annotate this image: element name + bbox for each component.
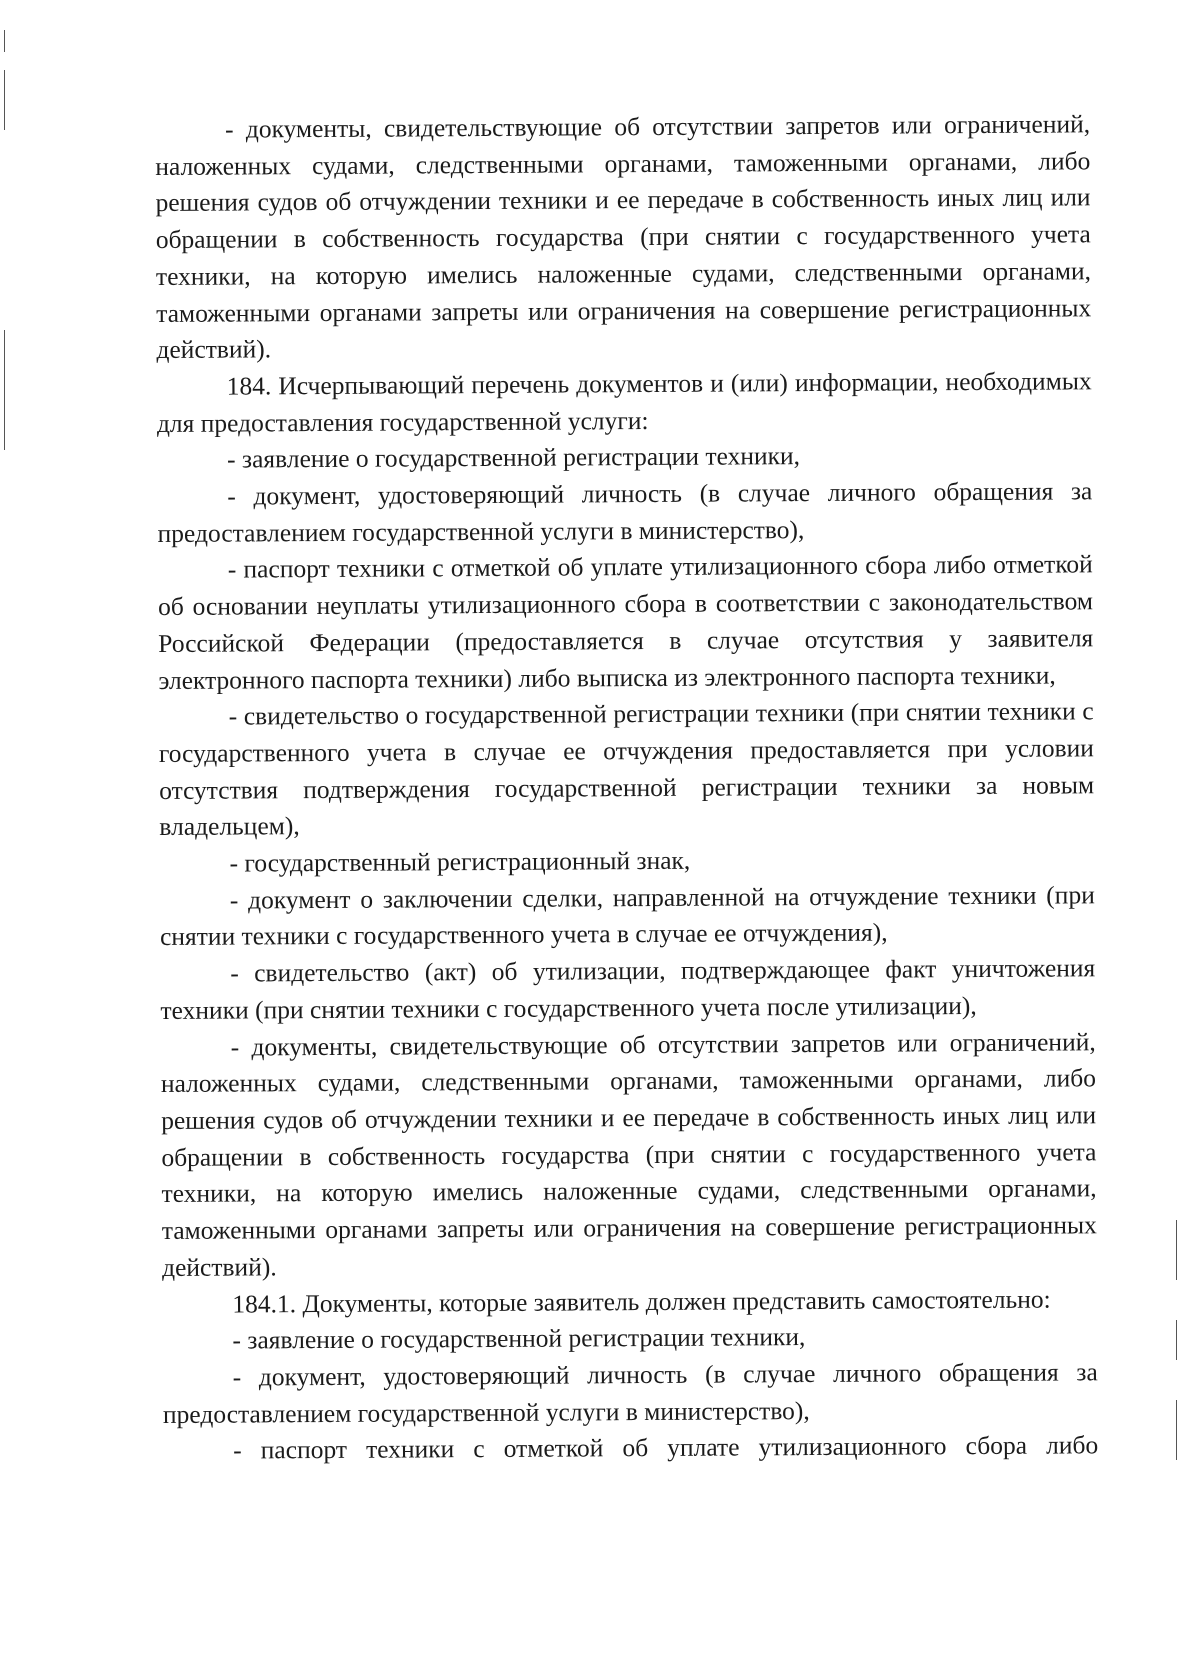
scan-edge-mark [1176, 1400, 1177, 1460]
scan-edge-mark [4, 330, 5, 450]
document-body [155, 106, 1098, 1470]
paragraph-184-heading: 184. Исчерпывающий перечень документов и (или) информации, необходимых для предоставления государственной услуги: [156, 366, 1092, 438]
list-item-transaction-document: - документ о заключении сделки, направленной на отчуждение техники (при снятии техники с государственного учета в случае ее отчуждения), [159, 880, 1095, 952]
list-item-vehicle-passport-2: - паспорт техники с отметкой об уплате утилизационного сбора либо [233, 1430, 1099, 1465]
paragraph-prohibitions-documents: - документы, свидетельствующие об отсутствии запретов или ограничений, наложенных судами, следственными органами, таможенными органами, либо решения судов об отчуждении техники и ее передаче в собственность иных лиц или обращении в собственность государства (при снятии с государственного учета техники, на которую имелись наложенные судами, следственными органами, таможенными органами запреты или ограничения на совершение регистрационных действий). [155, 109, 1092, 365]
list-item-vehicle-passport: - паспорт техники с отметкой об уплате утилизационного сбора либо отметкой об основании неуплаты утилизационного сбора в соответствии с законодательством Российской Федерации (предоставляется в случае отсутствия у заявителя электронного паспорта техники) либо выписка из электронного паспорта техники, [157, 549, 1094, 695]
list-item-registration-plate: - государственный регистрационный знак, [229, 845, 691, 878]
list-item-application: - заявление о государственной регистрации техники, [227, 441, 801, 474]
list-item-registration-certificate: - свидетельство о государственной регистрации техники (при снятии техники с государственного учета в случае ее отчуждения предоставляется при условии отсутствия подтверждения государственной регистрации техники за новым владельцем), [158, 696, 1095, 842]
scan-edge-mark [4, 70, 5, 130]
list-item-identity-document-2: - документ, удостоверяющий личность (в случае личного обращения за предоставлением государственной услуги в министерство), [162, 1357, 1098, 1429]
list-item-identity-document: - документ, удостоверяющий личность (в случае личного обращения за предоставлением государственной услуги в министерство), [157, 476, 1093, 548]
scan-edge-mark [1176, 1320, 1177, 1360]
list-item-disposal-certificate: - свидетельство (акт) об утилизации, подтверждающее факт уничтожения техники (при снятии техники с государственного учета после утилизации), [160, 953, 1096, 1025]
scan-edge-mark [1176, 1220, 1177, 1280]
list-item-application-2: - заявление о государственной регистрации техники, [232, 1322, 806, 1355]
scan-edge-mark [4, 30, 5, 52]
paragraph-184-1-heading: 184.1. Документы, которые заявитель должен представить самостоятельно: [232, 1284, 1051, 1319]
list-item-prohibitions-documents: - документы, свидетельствующие об отсутствии запретов или ограничений, наложенных судами, следственными органами, таможенными органами, либо решения судов об отчуждении техники и ее передаче в собственность иных лиц или обращении в собственность государства (при снятии с государственного учета техники, на которую имелись наложенные судами, следственными органами, таможенными органами запреты или ограничения на совершение регистрационных действий). [160, 1026, 1097, 1282]
